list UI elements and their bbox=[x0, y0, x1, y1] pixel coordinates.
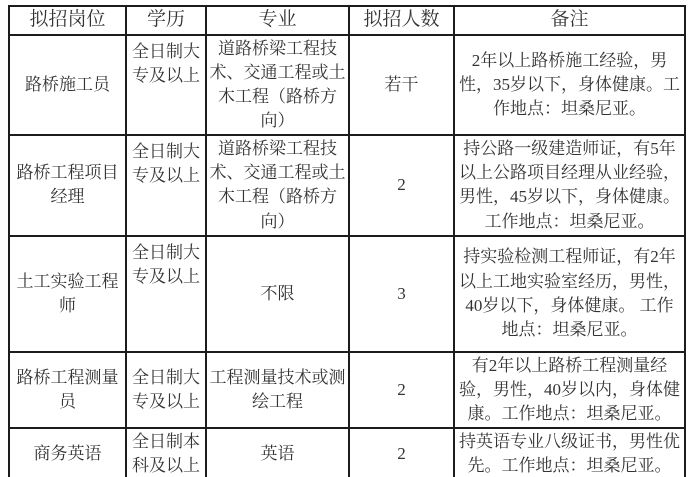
major-cell: 英语 bbox=[206, 428, 349, 477]
column-header-education: 学历 bbox=[126, 6, 206, 35]
table-row bbox=[9, 236, 685, 352]
position-cell: 路桥施工员 bbox=[9, 35, 126, 136]
remarks-cell: 持英语专业八级证书，男性优先。工作地点：坦桑尼亚。 bbox=[454, 428, 685, 477]
column-header-position: 拟招岗位 bbox=[9, 6, 126, 35]
column-header-major: 专业 bbox=[206, 6, 349, 35]
column-header-remarks: 备注 bbox=[454, 6, 685, 35]
headcount-cell: 2 bbox=[349, 135, 454, 236]
remarks-cell: 2年以上路桥施工经验，男性，35岁以下，身体健康。工作地点：坦桑尼亚。 bbox=[454, 35, 685, 136]
recruitment-table bbox=[8, 5, 686, 477]
column-header-headcount: 拟招人数 bbox=[349, 6, 454, 35]
education-cell: 全日制大专及以上 bbox=[126, 352, 206, 428]
education-cell: 全日制大专及以上 bbox=[126, 135, 206, 236]
headcount-cell: 2 bbox=[349, 428, 454, 477]
position-cell: 路桥工程项目经理 bbox=[9, 135, 126, 236]
major-cell: 工程测量技术或测绘工程 bbox=[206, 352, 349, 428]
education-cell: 全日制大专及以上 bbox=[126, 236, 206, 352]
position-cell: 土工实验工程师 bbox=[9, 236, 126, 352]
table-row bbox=[9, 35, 685, 136]
education-cell: 全日制大专及以上 bbox=[126, 35, 206, 136]
position-cell: 路桥工程测量员 bbox=[9, 352, 126, 428]
education-cell: 全日制本科及以上 bbox=[126, 428, 206, 477]
remarks-cell: 持实验检测工程师证，有2年以上工地实验室经历，男性，40岁以下，身体健康。 工作地点：坦桑尼亚。 bbox=[454, 236, 685, 352]
remarks-cell: 有2年以上路桥工程测量经验，男性，40岁以内，身体健康。工作地点：坦桑尼亚。 bbox=[454, 352, 685, 428]
table-row bbox=[9, 428, 685, 477]
headcount-cell: 若干 bbox=[349, 35, 454, 136]
headcount-cell: 3 bbox=[349, 236, 454, 352]
table-row bbox=[9, 352, 685, 428]
remarks-cell: 持公路一级建造师证，有5年以上公路项目经理从业经验，男性，45岁以下，身体健康。工作地点：坦桑尼亚。 bbox=[454, 135, 685, 236]
header-row bbox=[9, 6, 685, 35]
position-cell: 商务英语 bbox=[9, 428, 126, 477]
major-cell: 道路桥梁工程技术、交通工程或土木工程（路桥方向） bbox=[206, 35, 349, 136]
major-cell: 不限 bbox=[206, 236, 349, 352]
major-cell: 道路桥梁工程技术、交通工程或土木工程（路桥方向） bbox=[206, 135, 349, 236]
table-row bbox=[9, 135, 685, 236]
headcount-cell: 2 bbox=[349, 352, 454, 428]
